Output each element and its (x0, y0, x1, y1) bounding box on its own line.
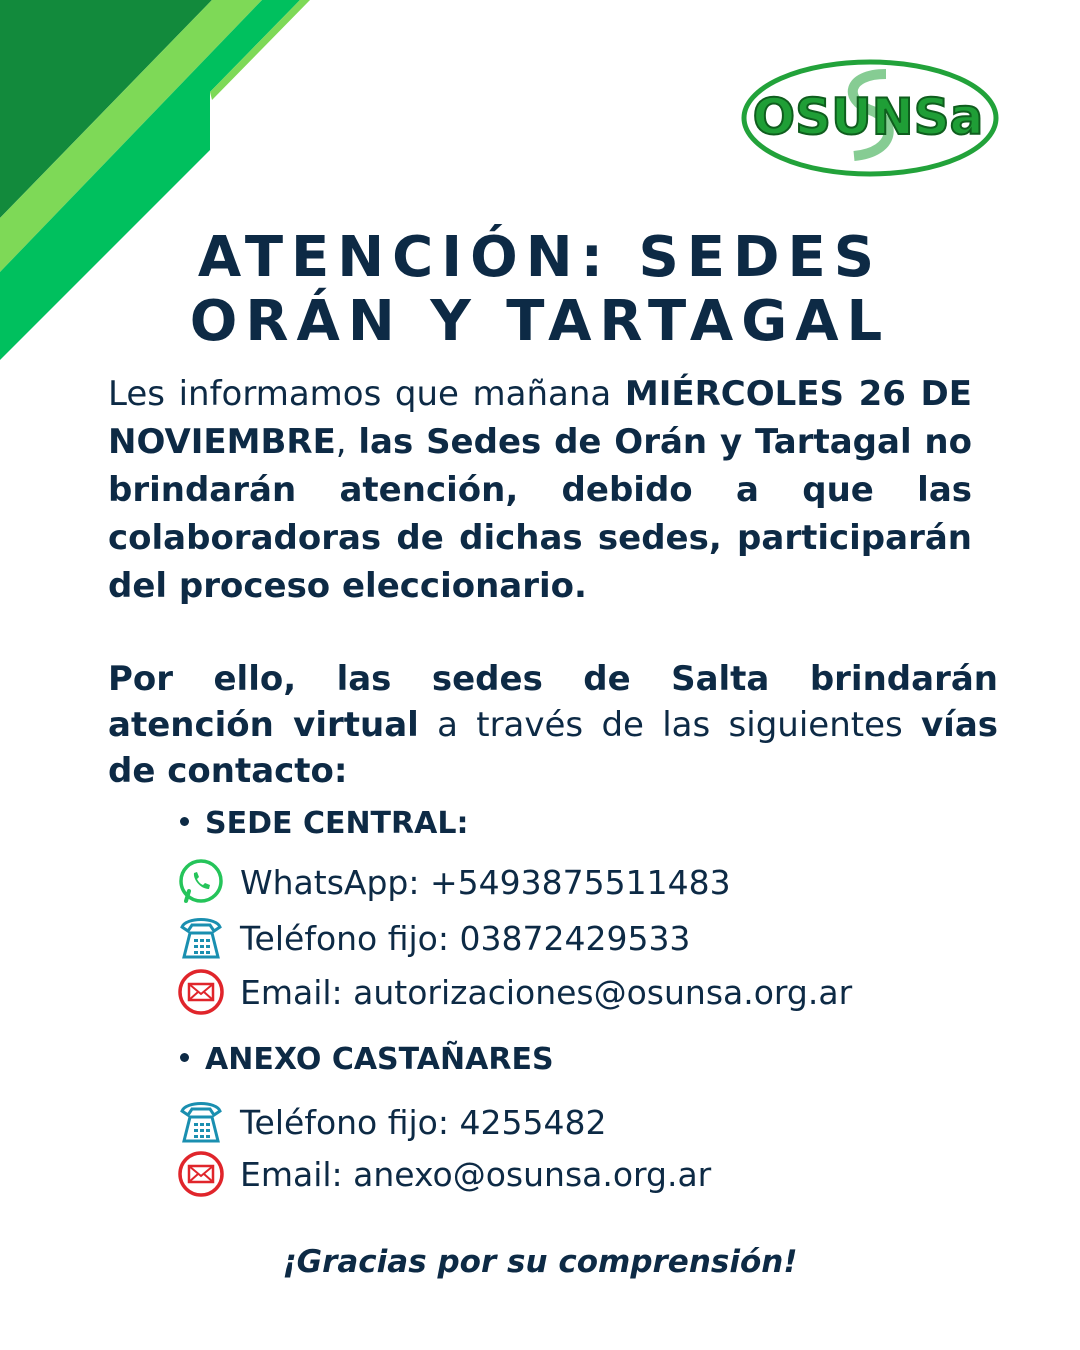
title-line-1: ATENCIÓN: SEDES (197, 225, 883, 290)
sede-central-whatsapp[interactable] (176, 856, 731, 908)
sede-central-phone[interactable] (176, 912, 690, 964)
virtual-bold-1: Por ello, las sedes de Salta brindarán atención virtual (108, 659, 998, 745)
virtual-normal: a través de las siguientes (418, 705, 921, 745)
title-line-2: ORÁN Y TARTAGAL (189, 289, 891, 354)
closing-message: ¡Gracias por su comprensión! (282, 1244, 798, 1280)
logo-text: OSUNSa (752, 88, 984, 146)
notice-comma: , (335, 422, 359, 462)
notice-rest: las Sedes de Orán y Tartagal no brindarán atención, debido a que las colaboradoras de dichas sedes, participarán del proceso eleccionario. (108, 422, 972, 606)
notice-paragraph (108, 370, 972, 610)
anexo-email[interactable] (176, 1148, 711, 1200)
anexo-heading: ANEXO CASTAÑARES (180, 1042, 554, 1077)
email-text: Email: autorizaciones@osunsa.org.ar (240, 972, 853, 1012)
envelope-icon (176, 967, 226, 1017)
anexo-email-text: Email: anexo@osunsa.org.ar (240, 1154, 712, 1194)
notice-date: MIÉRCOLES 26 DE NOVIEMBRE (108, 374, 973, 462)
telephone-icon (176, 913, 226, 963)
anexo-phone[interactable] (176, 1096, 606, 1148)
page-title (100, 226, 980, 354)
bullet-icon (180, 1053, 189, 1062)
anexo-phone-text: Teléfono fijo: 4255482 (240, 1102, 607, 1142)
osunsa-logo (736, 52, 1000, 178)
bullet-icon (180, 817, 189, 826)
whatsapp-text: WhatsApp: +5493875511483 (240, 862, 731, 902)
telephone-icon (176, 1097, 226, 1147)
sede-central-heading: SEDE CENTRAL: (180, 806, 468, 841)
sede-central-email[interactable] (176, 966, 852, 1018)
whatsapp-icon (176, 857, 226, 907)
phone-text: Teléfono fijo: 03872429533 (240, 918, 691, 958)
virtual-paragraph (108, 656, 998, 794)
notice-intro: Les informamos que mañana (108, 374, 625, 414)
envelope-icon (176, 1149, 226, 1199)
virtual-bold-2: vías de contacto: (108, 705, 998, 791)
